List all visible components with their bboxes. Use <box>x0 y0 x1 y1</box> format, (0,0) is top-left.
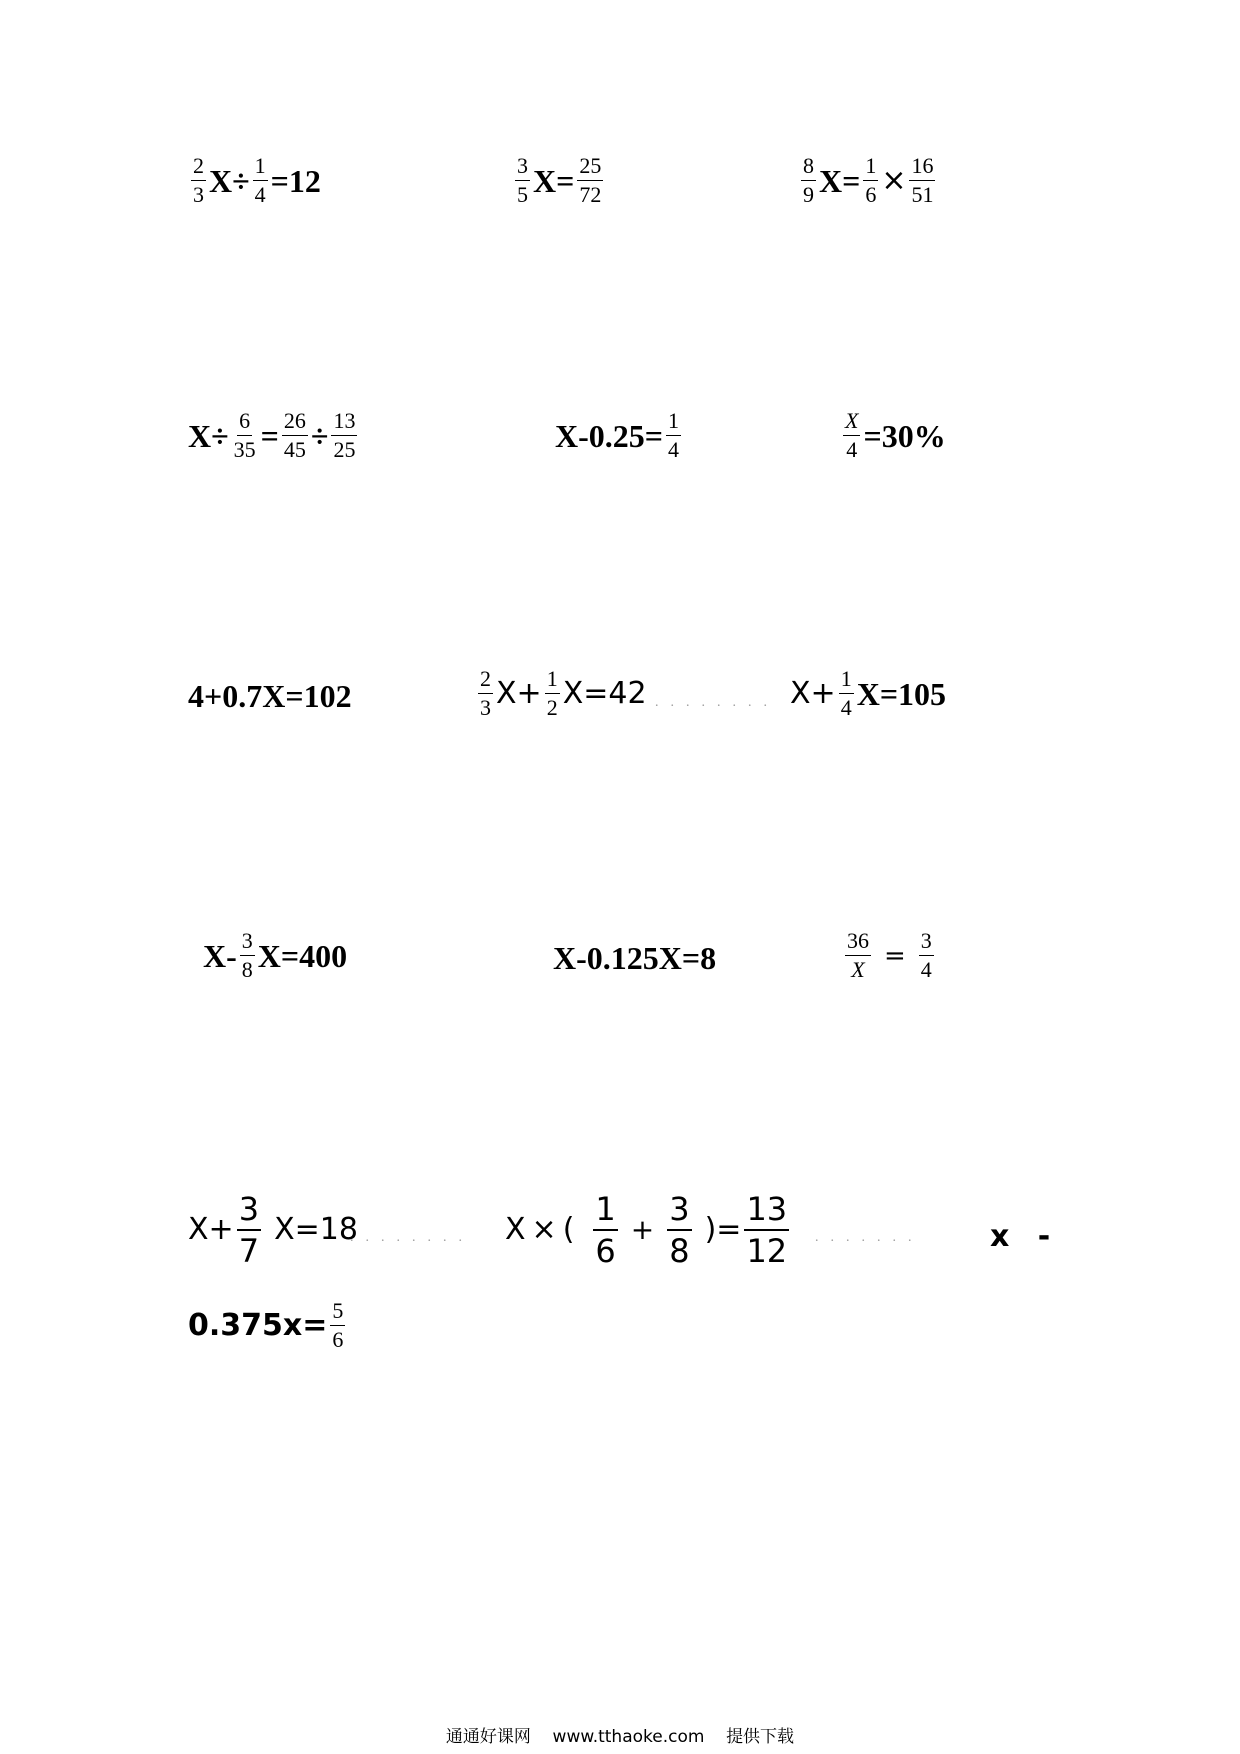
fraction: $\frac{6}{35}$ <box>233 408 256 462</box>
fraction: $\frac{3}{8}$ <box>669 1190 690 1270</box>
fraction: $\frac{2}{3}$ <box>480 666 491 720</box>
equation-5: X-0.25= $\frac{1}{4}$ <box>555 408 679 462</box>
fraction: $\frac{3}{4}$ <box>920 928 932 982</box>
fraction: $\frac{1}{4}$ <box>668 408 679 462</box>
equation-11: X-0.125X=8 <box>553 940 717 976</box>
fraction: $\frac{8}{9}$ <box>803 153 814 207</box>
fraction: $\frac{1}{6}$ <box>595 1190 616 1270</box>
fraction: $\frac{3}{5}$ <box>517 153 528 207</box>
fraction: $\frac{3}{8}$ <box>241 928 253 982</box>
fraction: $\frac{13}{25}$ <box>333 408 356 462</box>
fraction: $\frac{2}{3}$ <box>193 153 204 207</box>
equation-7: 4+0.7X=102 <box>188 678 352 714</box>
fraction: $\frac{X}{4}$ <box>845 408 859 462</box>
fraction: $\frac{36}{X}$ <box>847 928 869 982</box>
equation-2: $\frac{3}{5}$ X= $\frac{25}{72}$ <box>517 153 602 207</box>
dot-leader: ........ <box>350 1230 474 1245</box>
dot-leader: ........ <box>655 695 779 710</box>
footer <box>0 1722 1240 1747</box>
dot-leader: ....... <box>815 1230 924 1245</box>
footer-suffix: 提供下载 <box>726 1727 795 1747</box>
fraction: $\frac{1}{6}$ <box>865 153 877 207</box>
equation-8: $\frac{2}{3}$ X+ $\frac{1}{2}$ X=42 <box>480 666 647 720</box>
equation-14: X×( $\frac{1}{6}$ + $\frac{3}{8}$ )= $\frac{13}{12}$ <box>505 1190 788 1270</box>
fraction: $\frac{5}{6}$ <box>332 1298 344 1352</box>
footer-site-name: 通通好课网 <box>445 1727 531 1747</box>
equation-9: X+ $\frac{1}{4}$ X=105 <box>790 666 947 720</box>
equation-6: $\frac{X}{4}$ =30% <box>845 408 946 462</box>
fraction: $\frac{26}{45}$ <box>283 408 306 462</box>
equation-1: $\frac{2}{3}$ X÷ $\frac{1}{4}$ =12 <box>193 153 321 207</box>
equation-3: $\frac{8}{9}$ X= $\frac{1}{6}$ × $\frac{16}{51}$ <box>803 153 934 207</box>
equation-10: X- $\frac{3}{8}$ X=400 <box>203 928 348 982</box>
footer-url[interactable]: www.tthaoke.com <box>552 1727 705 1747</box>
equation-15-line1: x - <box>990 1219 1051 1254</box>
fraction: $\frac{3}{7}$ <box>238 1190 260 1270</box>
equation-13: X+ $\frac{3}{7}$ X=18 <box>188 1190 358 1270</box>
fraction: $\frac{1}{2}$ <box>546 666 558 720</box>
fraction: $\frac{16}{51}$ <box>911 153 934 207</box>
equation-4: X÷ $\frac{6}{35}$ = $\frac{26}{45}$ ÷ $\frac{13}{25}$ <box>188 408 356 462</box>
equation-15-line2: 0.375x= $\frac{5}{6}$ <box>188 1298 344 1352</box>
fraction: $\frac{25}{72}$ <box>579 153 602 207</box>
fraction: $\frac{1}{4}$ <box>840 666 852 720</box>
equation-12: $\frac{36}{X}$ = $\frac{3}{4}$ <box>847 928 932 982</box>
fraction: $\frac{1}{4}$ <box>254 153 266 207</box>
fraction: $\frac{13}{12}$ <box>746 1190 788 1270</box>
